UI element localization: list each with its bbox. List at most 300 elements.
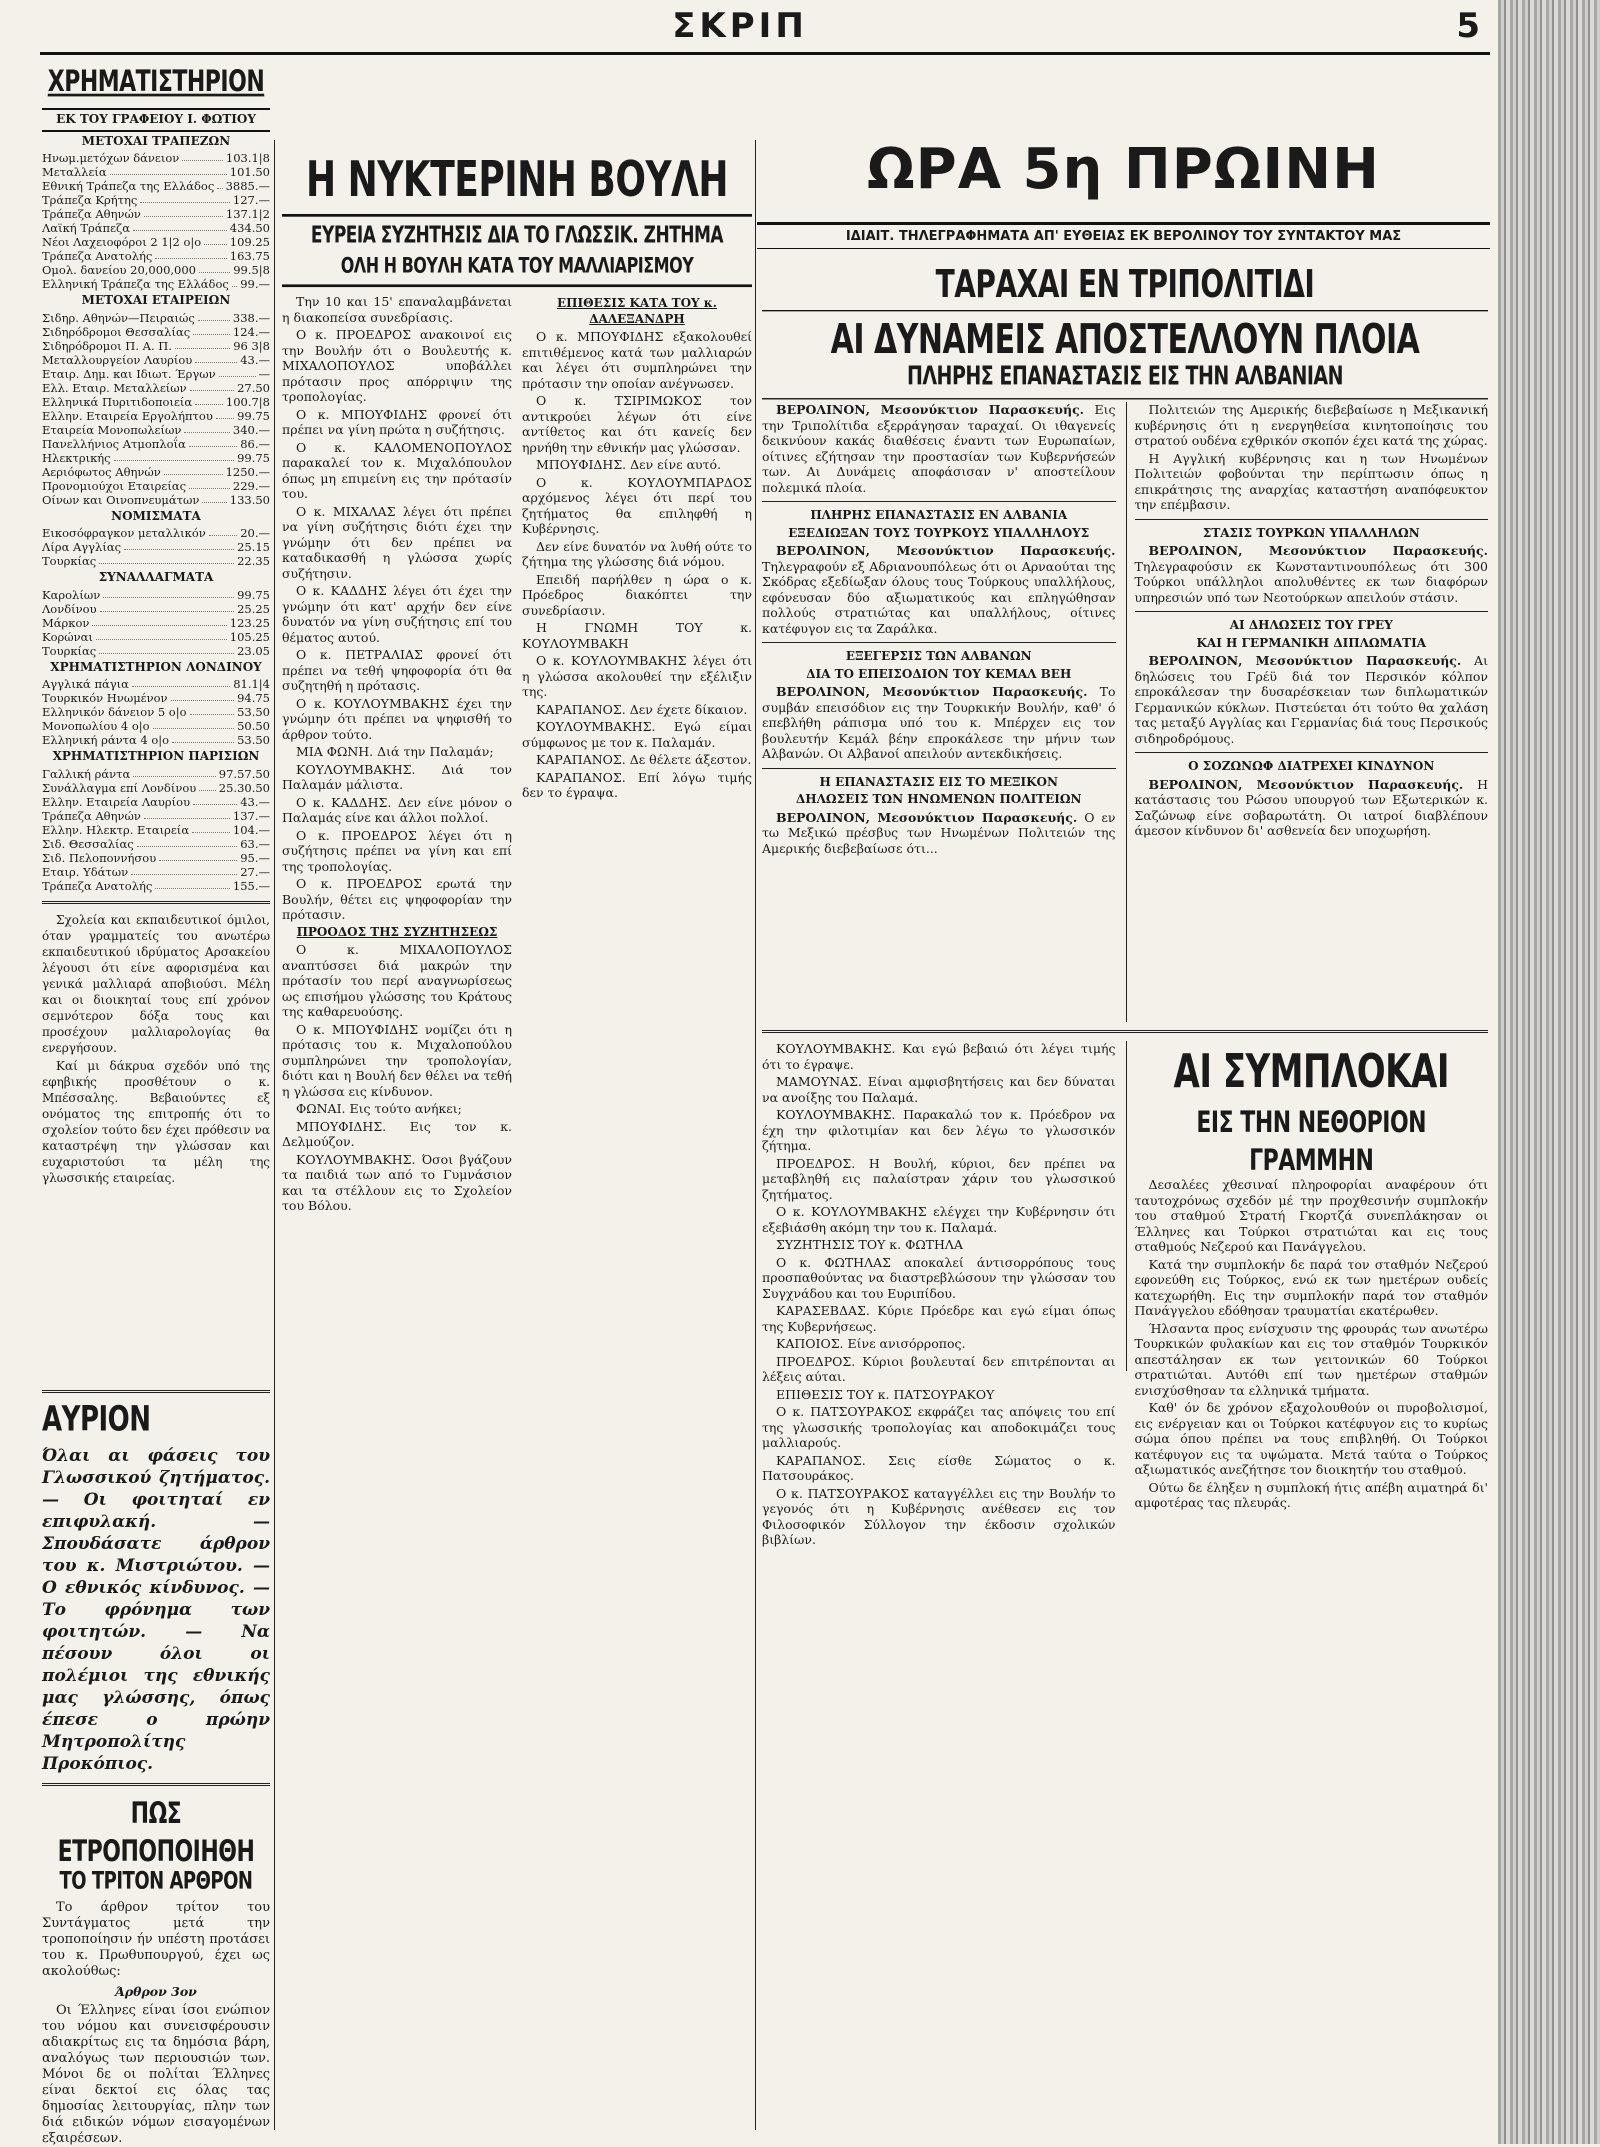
stock-row (42, 554, 270, 568)
stock-row (42, 644, 270, 658)
stock-row (42, 879, 270, 893)
parliament-continued (762, 1041, 1116, 1547)
us-statements-subheading: ΔΗΛΩΣΕΙΣ ΤΩΝ ΗΝΩΜΕΝΩΝ ΠΟΛΙΤΕΙΩΝ (795, 792, 1082, 806)
attack-subheading: ΕΠΙΘΕΣΙΣ ΚΑΤΑ ΤΟΥ κ. ΔΑΛΕΞΑΝΔΡΗ (557, 296, 717, 326)
stock-row (42, 865, 270, 879)
stock-row (42, 179, 270, 193)
stock-row (42, 479, 270, 493)
stock-value: 109.25 (229, 235, 270, 249)
stock-commentary-block: Σχολεία και εκπαιδευτικοί όμιλοι, όταν γραμματείς του ανωτέρω εκπαιδευτικού ιδρύματος Αρσακείου λέγουσι ότι είνε αφορισμένα και γενικά μαλλιαρά αποβιούσι. Μέλη και οι διοικηταί τους επί χρόνον σεμνότερον δόξα τους και προσέχουν μαλλιαρολογίας θα ενεργήσουν. Καί μι δάκρυα σχεδόν υπό της εφηβικής προσθέτουν ο κ. Μπέσσαλης. Βεβαιούντες εξ ονόματος της επιτροπής ότι το σχολείον τούτο δεν έχει πρόθεσιν να καταστρέψη την γλώσσαν και ευχαριστούσι τα μέλη της γλωσσικής εταιρείας. (42, 912, 270, 1185)
stock-value: 81.1|4 (233, 677, 270, 691)
tripoli-heading: ΤΑΡΑΧΑΙ ΕΝ ΤΡΙΠΟΛΙΤΙΔΙ (935, 261, 1315, 307)
paragraph: Ο κ. ΚΑΛΟΜΕΝΟΠΟΥΛΟΣ παρακαλεί τον κ. Μιχαλόπουλον όπως μη επιμείνη εις την πρότασίν του. (282, 439, 512, 501)
leader-dots (92, 616, 226, 626)
stock-value: 338.— (232, 310, 270, 325)
leader-dots (195, 353, 237, 363)
leader-dots (96, 630, 227, 640)
stock-name: Τράπεζα Ανατολής (42, 878, 153, 893)
paragraph: Ούτω δε έληξεν η συμπλοκή ήτις απέβη αιματηρά δι' αμφοτέρας τας πλευράς. (1134, 1479, 1488, 1510)
stock-value: 163.75 (229, 249, 270, 263)
stock-name: Αγγλικά πάγια (42, 677, 129, 691)
stock-row (42, 767, 270, 781)
leader-dots (232, 277, 237, 287)
stock-row (42, 837, 270, 851)
aurion-text: Όλαι αι φάσεις του Γλωσσικού ζητήματος. — Οι φοιτηταί εν επιφυλακή. — Σπουδάσατε άρθρον του κ. Μιστριώτου. — Ο εθνικός κίνδυνος. — Το φρόνημα των φοιτητών. — Να πέσουν όλοι οι πολέμιοι της εθνικής μας γλώσσης, όπως έπεσε ο πρώην Μητροπολίτης Προκόπιος. (42, 1445, 270, 1774)
stock-row (42, 193, 270, 207)
stock-row (42, 235, 270, 249)
stock-name: Ελλην. Εταιρεία Εργολήπτου (42, 408, 213, 423)
leader-dots (189, 437, 237, 447)
stock-value: 25.30.50 (218, 780, 270, 795)
stock-row (42, 381, 270, 395)
paragraph: Ο κ. ΜΙΧΑΛΑΣ λέγει ότι πρέπει να γίνη συζήτησις διότι έχει την γνώμην ότι δεν πρέπει να καταδικασθή η γλώσσα χωρίς συζήτησιν. (282, 503, 512, 581)
dateline: ΒΕΡΟΛΙΝΟΝ, Μεσονύκτιον Παρασκευής. (776, 543, 1116, 558)
stock-name: Ελληνική Τράπεζα της Ελλάδος (42, 277, 229, 291)
telegram-text: Η κατάστασις του Ρώσου υπουργού των Εξωτερικών κ. Σαζώνωφ είνε σοβαρωτάτη. Οι ιατροί διαβλέπουν άμεσον κίνδυνον δι' ασθενεία δεν υποχωρήση. (1134, 776, 1488, 838)
paragraph: Ο κ. ΠΑΤΣΟΥΡΑΚΟΣ καταγγέλλει εις την Βουλήν το γεγονός ότι η Κυβέρνησις ανέθεσεν εις τον Φιλοσοφικόν Σύλλογον την έκδοσιν σχολικών βιβλίων. (762, 1485, 1116, 1547)
stock-section-heading: ΜΕΤΟΧΑΙ ΤΡΑΠΕΖΩΝ (81, 133, 231, 148)
stock-name: Σιδ. Πελοποννήσου (42, 850, 157, 865)
telegram-text: Εις την Τριπολίτιδα εξερράγησαν ταραχαί. Οι ιθαγενείς δεικνύουν κακάς διαθέσεις έναντι των Ευρωπαίων, οίτινες εζήτησαν την προστασίαν των Κυβερνήσεών των. Αι Δυνάμεις αποφάσισαν ν' αποστείλουν πολεμικά πλοία. (762, 402, 1116, 495)
divider (762, 642, 1116, 643)
paragraph: ΚΑΠΟΙΟΣ. Είνε ανισόρροπος. (776, 1336, 966, 1351)
paragraph: Καθ' όν δε χρόνον εξαχολουθούν οι πυροβολισμοί, εις ενέργειαν και οι Τούρκοι κατέφυγον εις το κυρίως σώμα όπου πρέπει να τους επιβληθή. Οι Τούρκοι κατέφυγον εις τα υψώματα. Μετά ταύτα ο Τούρκος αξιωματικός ανεζήτησε τον διοικητήν του σταθμού. (1134, 1400, 1488, 1477)
mexico-subheading: Η ΕΠΑΝΑΣΤΑΣΙΣ ΕΙΣ ΤΟ ΜΕΞΙΚΟΝ (819, 774, 1058, 789)
sazonov-subheading: Ο ΣΟΖΩΝΩΦ ΔΙΑΤΡΕΧΕΙ ΚΙΝΔΥΝΟΝ (1188, 759, 1435, 773)
leader-dots (99, 644, 234, 654)
paragraph: Ο κ. ΚΑΔΔΗΣ. Δεν είνε μόνον ο Παλαμάς είνε και άλλοι πολλοί. (282, 794, 512, 825)
stock-value: 133.50 (229, 492, 270, 507)
paragraph: Κατά την συμπλοκήν δε παρά τον σταθμόν Νεζερού εφονεύθη εις Τούρκος, ενώ εκ των ημετέρων ουδείς κατεχωρήθη. Εις την συμπλοκήν παρά τον σταθμόν Πανάγγελου εδόθησαν τραυματίαι εκατέρωθεν. (1134, 1256, 1488, 1318)
grey-subheading: ΑΙ ΔΗΛΩΣΕΙΣ ΤΟΥ ΓΡΕΥ (1229, 618, 1393, 632)
stock-row (42, 677, 270, 691)
paragraph: ΦΩΝΑΙ. Εις τούτο ανήκει; (296, 1101, 462, 1116)
paragraph: ΚΟΥΛΟΥΜΒΑΚΗΣ. Και εγώ βεβαιώ ότι λέγει τιμής ότι το έγραψε. (762, 1041, 1116, 1072)
stock-row (42, 249, 270, 263)
newspaper-title: ΣΚΡΙΠ (672, 6, 808, 46)
stock-value: 155.— (232, 878, 270, 893)
leader-dots (192, 823, 230, 833)
parliament-text-right-body (522, 329, 752, 801)
stock-value: 22.35 (237, 554, 270, 568)
stock-name: Προνομιούχοι Εταιρείας (42, 478, 187, 493)
dateline: ΒΕΡΟΛΙΝΟΝ, Μεσονύκτιον Παρασκευής. (776, 402, 1085, 417)
leader-dots (159, 851, 237, 861)
stock-row (42, 602, 270, 616)
paragraph: Η ΓΝΩΜΗ ΤΟΥ κ. ΚΟΥΛΟΥΜΒΑΚΗ (522, 620, 752, 651)
leader-dots (199, 263, 230, 273)
stock-row (42, 588, 270, 602)
leader-dots (133, 767, 216, 777)
paragraph: ΜΙΑ ΦΩΝΗ. Διά την Παλαμάν; (296, 744, 494, 759)
stock-name: Συνάλλαγμα επί Λονδίνου (42, 780, 197, 795)
stock-value: 105.25 (229, 629, 270, 644)
stock-name: Σιδηρόδρομοι Θεσσαλίας (42, 324, 191, 339)
stock-value: 50.50 (237, 719, 270, 733)
stock-row (42, 207, 270, 221)
leader-dots (217, 179, 222, 189)
stock-value: 101.50 (229, 165, 270, 179)
stock-row (42, 165, 270, 179)
stock-value: 137.— (232, 808, 270, 823)
stock-value: 229.— (232, 478, 270, 493)
parliament-text-right (522, 294, 752, 1216)
stock-name: Μεταλλεία (42, 165, 107, 179)
stock-row (42, 151, 270, 165)
stock-section-heading: ΧΡΗΜΑΤΙΣΤΗΡΙΟΝ ΛΟΝΔΙΝΟΥ (50, 659, 262, 674)
stock-value: 340.— (232, 422, 270, 437)
stock-row (42, 719, 270, 733)
stock-value: 27.50 (237, 380, 270, 395)
dateline: ΒΕΡΟΛΙΝΟΝ, Μεσονύκτιον Παρασκευής. (1148, 543, 1488, 558)
stock-row (42, 263, 270, 277)
stock-name: Τουρκίας (42, 643, 97, 658)
stock-value: 43.— (240, 794, 270, 809)
stock-value: 27.— (240, 864, 270, 879)
stock-name: Σιδηρόδρομοι Π. Α. Π. (42, 338, 172, 353)
stock-name: Τράπεζα Αθηνών (42, 808, 141, 823)
stock-value: 86.— (240, 436, 270, 451)
stock-name: Τουρκίας (42, 554, 97, 568)
paragraph: ΚΑΡΑΠΑΝΟΣ. Επί λόγω τιμής δεν το έγραψα. (522, 769, 752, 800)
paragraph: Ο κ. ΚΟΥΛΟΥΜΒΑΚΗΣ έχει την γνώμην ότι πρέπει να ψηφισθή το άρθρον τούτο. (282, 695, 512, 742)
stock-row (42, 851, 270, 865)
stock-row (42, 311, 270, 325)
stock-value: 99.75 (237, 408, 270, 423)
paragraph: Ήλσαντα προς ενίσχυσιν της φρουράς των ανωτέρω Τουρκικών φυλακίων και εις τον σταθμόν Τουρκικόν απεστάλησαν εκ των γειτονικών 60 Τούρκοι στρατιώται. Αυτόθι επί των ημετέρων σταθμών ενισχύσθησαν τα ελληνικά τμήματα. (1134, 1320, 1488, 1398)
banner-headline: ΩΡΑ 5η ΠΡΩΙΝΗ (867, 137, 1380, 202)
stock-row (42, 493, 270, 507)
divider (42, 901, 270, 904)
telegrams-left (762, 402, 1116, 1022)
paragraph: ΜΠΟΥΦΙΔΗΣ. Εις τον κ. Δελμούζον. (282, 1118, 512, 1149)
leader-dots (99, 554, 234, 564)
stock-name: Ελληνικά Πυριτιδοποιεία (42, 394, 193, 409)
paragraph: ΚΑΡΑΠΑΝΟΣ. Σεις είσθε Σώματος ο κ. Πατσουράκος. (762, 1452, 1116, 1483)
stock-value: 99.— (240, 277, 270, 291)
paragraph: ΕΠΙΘΕΣΙΣ ΤΟΥ κ. ΠΑΤΣΟΥΡΑΚΟΥ (776, 1386, 995, 1402)
leader-dots (198, 311, 230, 321)
paragraph: ΚΟΥΛΟΥΜΒΑΚΗΣ. Διά τον Παλαμάν μάλιστα. (282, 761, 512, 792)
stock-row (42, 809, 270, 823)
leader-dots (190, 381, 234, 391)
leader-dots (202, 493, 226, 503)
paragraph: Ο κ. ΚΟΥΛΟΥΜΠΑΡΔΟΣ αρχόμενος λέγει ότι περί του ζητήματος θα επιληφθή η Κυβέρνησις. (522, 474, 752, 536)
article-lead: Το άρθρον τρίτον του Συντάγματος μετά την τροποποίησιν ήν υπέστη προτάσει του κ. Πρωθυπουργού, έχει ως ακολούθως: (42, 1899, 270, 1979)
stock-section-heading: ΜΕΤΟΧΑΙ ΕΤΑΙΡΕΙΩΝ (81, 293, 231, 307)
turkish-officials-subheading: ΕΞΕΔΙΩΞΑΝ ΤΟΥΣ ΤΟΥΡΚΟΥΣ ΥΠΑΛΛΗΛΟΥΣ (788, 525, 1090, 540)
telegrams-right (1126, 402, 1489, 1022)
stock-exchange-column (42, 60, 270, 2146)
stock-value: 434.50 (229, 221, 270, 235)
stock-value: 137.1|2 (225, 207, 270, 221)
stock-value: 20.— (240, 526, 270, 540)
stock-section-heading: ΧΡΗΜΑΤΙΣΤΗΡΙΟΝ ΠΑΡΙΣΙΩΝ (52, 749, 260, 763)
leader-dots (175, 339, 230, 349)
stock-row (42, 325, 270, 339)
telegrams-column (762, 262, 1488, 2132)
leader-dots (216, 409, 234, 419)
paragraph: ΜΠΟΥΦΙΔΗΣ. Δεν είνε αυτό. (536, 457, 722, 472)
stock-name: Λονδίνου (42, 601, 97, 616)
stock-name: Ηλεκτρικής (42, 450, 111, 465)
paragraph: Ο κ. ΜΠΟΥΦΙΔΗΣ νομίζει ότι η πρότασις του κ. Μιχαλοπούλου συμπληρώνει την τροπολογίαν, διότι και η Βουλή δεν θέλει να τεθή η γλώσσα εις κίνδυνον. (282, 1021, 512, 1099)
paragraph: Ο κ. ΚΟΥΛΟΥΜΒΑΚΗΣ ελέγχει την Κυβέρνησιν ότι εξεβιάσθη ακόμη την του κ. Παλαμά. (762, 1204, 1116, 1235)
stock-name: Εταιρ. Υδάτων (42, 864, 129, 879)
section-subheading: ΠΡΟΟΔΟΣ ΤΗΣ ΣΥΖΗΤΗΣΕΩΣ (296, 924, 498, 939)
stock-value: 99.75 (237, 450, 270, 465)
stock-name: Λαϊκή Τράπεζα (42, 221, 131, 235)
leader-dots (103, 588, 234, 598)
divider (1135, 519, 1489, 520)
parliament-heading: Η ΝΥΚΤΕΡΙΝΗ ΒΟΥΛΗ (305, 152, 729, 208)
stock-name: Ελλην. Εταιρεία Λαυρίου (42, 794, 191, 809)
paragraph: ΚΟΥΛΟΥΜΒΑΚΗΣ. Όσοι βγάζουν τα παιδιά των από το Γυμνάσιον και τα στέλλουν εις το Σχολείον του Βόλου. (282, 1151, 512, 1213)
stock-name: Ελληνική ράντα 4 ο|ο (42, 733, 170, 747)
stock-name: Μεταλλουργείον Λαυρίου (42, 352, 193, 367)
stock-name: Καρολίων (42, 587, 101, 602)
telegrams-two-columns (762, 402, 1488, 1022)
leader-dots (155, 879, 230, 889)
article-heading-1: ΠΩΣ ΕΤΡΟΠΟΠΟΙΗΘΗ (57, 1796, 255, 1869)
leader-dots (184, 423, 230, 433)
leader-dots (140, 193, 230, 203)
leader-dots (164, 465, 223, 475)
leader-dots (172, 733, 234, 743)
border-line-heading: ΕΙΣ ΤΗΝ ΝΕΘΟΡΙΟΝ ΓΡΑΜΜΗΝ (1196, 1106, 1427, 1178)
albania-heading: ΠΛΗΡΗΣ ΕΠΑΝΑΣΤΑΣΙΣ ΕΙΣ ΤΗΝ ΑΛΒΑΝΙΑΝ (762, 363, 1488, 399)
masthead (40, 6, 1490, 55)
parliament-column (282, 150, 752, 2135)
leader-dots (171, 691, 235, 701)
leader-dots (153, 719, 234, 729)
albania-revolt-subheading: ΠΛΗΡΗΣ ΕΠΑΝΑΣΤΑΣΙΣ ΕΝ ΑΛΒΑΝΙΑ (810, 508, 1068, 522)
stock-row (42, 630, 270, 644)
page-number: 5 (1456, 6, 1480, 46)
stock-sections (42, 134, 270, 893)
stock-value: 103.1|8 (225, 151, 270, 165)
stock-value: 124.— (232, 324, 270, 339)
stock-value: 127.— (232, 193, 270, 207)
stock-name: Γαλλική ράντα (42, 766, 131, 781)
stock-row (42, 423, 270, 437)
parliament-text-columns (282, 294, 752, 1216)
dateline: ΒΕΡΟΛΙΝΟΝ, Μεσονύκτιον Παρασκευής. (1148, 776, 1464, 792)
stock-name: Σιδηρ. Αθηνών—Πειραιώς (42, 310, 195, 325)
stock-exchange-subtitle: ΕΚ ΤΟΥ ΓΡΑΦΕΙΟΥ Ι. ΦΩΤΙΟΥ (42, 108, 270, 132)
divider (1135, 752, 1489, 753)
stock-name: Αεριόφωτος Αθηνών (42, 464, 161, 479)
stock-value: 23.05 (237, 643, 270, 658)
kemal-incident-subheading: ΔΙΑ ΤΟ ΕΠΕΙΣΟΔΙΟΝ ΤΟΥ ΚΕΜΑΛ ΒΕΗ (806, 666, 1072, 681)
paragraph: ΠΡΟΕΔΡΟΣ. Η Βουλή, κύριοι, δεν πρέπει να μεταβληθή εις παλαίστραν χάριν του γλωσσικού ζητήματος. (762, 1155, 1116, 1202)
paragraph: Ο κ. ΠΡΟΕΔΡΟΣ λέγει ότι η συζήτησις πρέπει να γίνη και επί της τροπολογίας. (282, 827, 512, 874)
paragraph: Ο κ. ΚΟΥΛΟΥΜΒΑΚΗΣ λέγει ότι η γλώσσα ακολουθεί την εξέλιξιν της. (522, 653, 752, 699)
stock-row (42, 367, 270, 381)
stock-value: 99.75 (237, 587, 270, 602)
skirmishes-heading: ΑΙ ΣΥΜΠΛΟΚΑΙ (1173, 1045, 1449, 1099)
article-heading-2: ΤΟ ΤΡΙΤΟΝ ΑΡΘΡΟΝ (59, 1866, 253, 1895)
stock-value: 1250.— (225, 464, 270, 479)
paragraph: ΚΟΥΛΟΥΜΒΑΚΗΣ. Παρακαλώ τον κ. Πρόεδρον να έχη την φιλοτιμίαν και δεν λέγω το γλωσσικόν ζήτημα. (762, 1107, 1116, 1153)
scan-edge-shadow (1498, 0, 1600, 2144)
leader-dots (193, 325, 230, 335)
stock-value: 97.57.50 (218, 766, 270, 781)
leader-dots (131, 865, 237, 875)
paragraph: ΜΑΜΟΥΝΑΣ. Είναι αμφισβητήσεις και δεν δύναται να ανοίξης του Παλαμά. (762, 1074, 1116, 1105)
skirmishes-text (1135, 1177, 1489, 1511)
leader-dots (144, 207, 223, 217)
leader-dots (204, 235, 227, 245)
stock-value: 63.— (240, 836, 270, 851)
skirmishes-block (1126, 1041, 1489, 1510)
paragraph: Δεσαλέες χθεσιναί πληροφορίαι αναφέρουν ότι ταυτοχρόνως σχεδόν μέ την προχθεσινήν συμπλοκήν του σταθμού Στρατή Γκορτζά συνεπλάκησαν οι Έλληνες και Τούρκοι στρατιώται και εις τους σταθμούς Νεζερού και Πανάγγελου. (1134, 1177, 1488, 1254)
telegram-text: Η Αγγλική κυβέρνησις και η των Ηνωμένων Πολιτειών φοβούνται την περίπτωσιν όπως η επικράτησις της αναρχίας καταστήση αναπόφευκτον την επέμβασιν. (1134, 450, 1488, 512)
leader-dots (132, 677, 230, 687)
stock-name: Εικοσόφραγκον μεταλλικόν (42, 526, 206, 540)
stock-name: Εταιρεία Μονοπωλείων (42, 422, 182, 437)
stock-section-heading: ΝΟΜΙΣΜΑΤΑ (111, 508, 201, 523)
column-rule (274, 140, 275, 2130)
telegram-text: Το συμβάν επεισόδιον εις την Τουρκικήν Βουλήν, καθ' ό επεβλήθη ράπισμα υπό του κ. Μπέρχεν εις τον βουλευτήν Κεμάλ βέην επροκάλεσε την μήνιν των Αλβανών. Οι Αλβανοί απειλούν αντεκδικήσεις. (762, 684, 1116, 761)
stock-row (42, 795, 270, 809)
stock-row (42, 526, 270, 540)
paragraph: Ο κ. ΜΙΧΑΛΟΠΟΥΛΟΣ αναπτύσσει διά μακρών την πρότασίν του περί αναγνωρίσεως ως επισήμου γλώσσης του Κράτους της καθαρευούσης. (282, 942, 512, 1019)
stock-value: 99.5|8 (233, 263, 270, 277)
paragraph: Ο κ. ΚΑΔΔΗΣ λέγει ότι έχει την γνώμην ότι κατ' αρχήν δεν είνε δυνατόν να γίνη συζήτησις επί του θέματος αυτού. (282, 583, 512, 645)
stock-row (42, 395, 270, 409)
paragraph: ΚΑΡΑΠΑΝΟΣ. Δεν έχετε δίκαιον. (536, 701, 748, 717)
stock-row (42, 409, 270, 423)
stock-name: Ομολ. δανείου 20,000,000 (42, 263, 196, 277)
stock-value: 123.25 (229, 615, 270, 630)
stock-value: 100.7|8 (225, 394, 270, 409)
dateline: ΒΕΡΟΛΙΝΟΝ, Μεσονύκτιον Παρασκευής. (1148, 653, 1462, 668)
leader-dots (219, 367, 256, 377)
stock-row (42, 221, 270, 235)
lower-section (762, 1041, 1488, 1547)
leader-dots (182, 151, 223, 161)
leader-dots (155, 249, 226, 259)
leader-dots (199, 781, 216, 791)
paragraph: Ο κ. ΠΑΤΣΟΥΡΑΚΟΣ εκφράζει τας απόψεις του επί της γλωσσικής τροπολογίας και αποδοκιμάζει τους μαλλιαρούς. (762, 1404, 1116, 1450)
stock-value: 95.— (240, 850, 270, 865)
stock-name: Τουρκικόν Ηνωμένον (42, 691, 168, 705)
stock-row (42, 691, 270, 705)
stock-name: Τράπεζα Αθηνών (42, 207, 141, 221)
leader-dots (133, 221, 227, 231)
telegram-text: Ο εν τω Μεξικώ πρέσβυς των Ηνωμένων Πολιτειών της Αμερικής διεβεβαίωσε ότι... (762, 809, 1116, 856)
stock-section-heading: ΣΥΝΑΛΛΑΓΜΑΤΑ (98, 570, 214, 584)
paragraph: ΚΑΡΑΠΑΝΟΣ. Δε θέλετε άξεστον. (536, 752, 752, 767)
paragraph: Δεν είνε δυνατόν να λυθή ούτε το ζήτημα της γλώσσης διά νόμου. (522, 538, 752, 569)
stock-row (42, 353, 270, 367)
telegram-text: Αι δηλώσεις του Γρέϋ διά τον Περσικόν κόλπον επροκάλεσαν την δυσαρέσκειαν των διπλωματικών Γερμανικών κύκλων. Πιστεύεται ότι τούτο θα χαλάση τας μεταξύ Αγγλίας και Γερμανίας διά τους Περσικούς σιδηροδρόμους. (1134, 653, 1488, 746)
paragraph: Ο κ. ΠΡΟΕΔΡΟΣ ερωτά την Βουλήν, θέτει εις ψηφοφορίαν την πρότασιν. (282, 876, 512, 922)
stock-name: Εθνική Τράπεζα της Ελλάδος (42, 179, 215, 193)
stock-value: 53.50 (237, 733, 270, 747)
paragraph: Ο κ. ΜΠΟΥΦΙΔΗΣ εξακολουθεί επιτιθέμενος κατά των μαλλιαρών και λέγει ότι συμπληρώνει την πρότασιν την οποίαν ανέγνωσεν. (522, 329, 752, 391)
stock-row (42, 733, 270, 747)
powers-heading: ΑΙ ΔΥΝΑΜΕΙΣ ΑΠΟΣΤΕΛΛΟΥΝ ΠΛΟΙΑ (762, 310, 1488, 360)
parliament-subheading: ΕΥΡΕΙΑ ΣΥΖΗΤΗΣΙΣ ΔΙΑ ΤΟ ΓΛΩΣΣΙΚ. ΖΗΤΗΜΑ (282, 214, 752, 249)
stock-row (42, 781, 270, 795)
divider (762, 768, 1116, 769)
dateline: ΒΕΡΟΛΙΝΟΝ, Μεσονύκτιον Παρασκευής. (776, 684, 1088, 699)
leader-dots (189, 479, 230, 489)
divider (42, 1390, 270, 1393)
stock-row (42, 339, 270, 353)
leader-dots (209, 526, 237, 536)
strike-subheading: ΣΤΑΣΙΣ ΤΟΥΡΚΩΝ ΥΠΑΛΛΗΛΩΝ (1202, 525, 1420, 540)
stock-exchange-title: ΧΡΗΜΑΤΙΣΤΗΡΙΟΝ (47, 65, 265, 100)
parliament-text-left (282, 294, 512, 1216)
article-subheading: Άρθρον 3ον (115, 1983, 197, 1999)
leader-dots (193, 795, 237, 805)
stock-row (42, 277, 270, 291)
paragraph: Ο κ. ΠΡΟΕΔΡΟΣ ανακοινοί εις την Βουλήν ότι ο Βουλευτής κ. ΜΙΧΑΛΟΠΟΥΛΟΣ υποβάλλει πρότασιν προς απόρριψιν της τροπολογίας. (282, 327, 512, 404)
stock-value: 96 3|8 (233, 338, 270, 353)
stock-name: Ηνωμ.μετόχων δάνειον (42, 151, 180, 165)
stock-name: Ελλ. Εταιρ. Μεταλλείων (42, 380, 187, 395)
stock-name: Ελληνικόν δάνειον 5 ο|ο (42, 705, 187, 719)
stock-name: Κορώναι (42, 629, 93, 644)
leader-dots (114, 451, 234, 461)
paragraph: Ο κ. ΤΣΙΡΙΜΩΚΟΣ τον αντικρούει λέγων ότι είνε αντίθετος και ότι κανείς δεν ηρνήθη την εθνικήν μας γλώσσαν. (522, 393, 752, 455)
stock-value: 53.50 (237, 705, 270, 719)
divider (762, 501, 1116, 502)
dateline: ΒΕΡΟΛΙΝΟΝ, Μεσονύκτιον Παρασκευής. (776, 809, 1078, 825)
paragraph: Επειδή παρήλθεν η ώρα ο κ. Πρόεδρος διακόπτει την συνεδρίασιν. (522, 571, 752, 618)
parliament-subheading-2: ΟΛΗ Η ΒΟΥΛΗ ΚΑΤΑ ΤΟΥ ΜΑΛΛΙΑΡΙΣΜΟΥ (282, 252, 752, 287)
stock-name: Πανελλήνιος Ατμοπλοΐα (42, 436, 186, 451)
stock-row (42, 437, 270, 451)
banner-subheading: ΙΔΙΑΙΤ. ΤΗΛΕΓΡΑΦΗΜΑΤΑ ΑΠ' ΕΥΘΕΙΑΣ ΕΚ ΒΕΡΟΛΙΝΟΥ ΤΟΥ ΣΥΝΤΑΚΤΟΥ ΜΑΣ (757, 222, 1490, 249)
stock-value: 25.25 (237, 601, 270, 616)
paragraph: ΠΡΟΕΔΡΟΣ. Κύριοι βουλευταί δεν επιτρέπονται αι λέξεις αύται. (762, 1353, 1116, 1384)
leader-dots (100, 602, 235, 612)
leader-dots (144, 809, 230, 819)
leader-dots (124, 540, 234, 550)
leader-dots (190, 705, 235, 715)
leader-dots (195, 395, 223, 405)
divider (762, 1030, 1488, 1033)
stock-name: Μάρκον (42, 615, 90, 630)
stock-name: Τράπεζα Κρήτης (42, 193, 138, 207)
paragraph: ΚΟΥΛΟΥΜΒΑΚΗΣ. Εγώ είμαι σύμφωνος με τον κ. Παλαμάν. (522, 719, 752, 750)
paragraph: ΚΑΡΑΣΕΒΔΑΣ. Κύριε Πρόεδρε και εγώ είμαι όπως της Κυβερνήσεως. (762, 1303, 1116, 1334)
telegram-text: Τηλεγραφούν εξ Αδριανουπόλεως ότι οι Αρναούται της Σκόδρας εξεδίωξαν όλους τους Τούρκους υπαλλήλους, εφόνευσαν δύο αξιωματικούς και επληγώθησαν πολλούς στρατιώτας και υπαλλήλους, οίτινες κατέφυγον εις τα Ζαράλκα. (762, 558, 1116, 636)
divider (42, 1783, 270, 1786)
albanian-uprising-subheading: ΕΞΕΓΕΡΣΙΣ ΤΩΝ ΑΛΒΑΝΩΝ (845, 649, 1032, 663)
paragraph: Ο κ. ΠΕΤΡΑΛΙΑΣ φρονεί ότι πρέπει να τεθή ψηφοφορία ότι θα συζητηθή η πρότασις. (282, 647, 512, 693)
stock-row (42, 705, 270, 719)
divider (1135, 611, 1489, 612)
stock-value: — (258, 366, 270, 381)
stock-value: 25.15 (237, 540, 270, 554)
stock-value: 94.75 (237, 691, 270, 705)
paragraph: ΣΥΖΗΤΗΣΙΣ ΤΟΥ κ. ΦΩΤΗΛΑ (776, 1237, 963, 1252)
stock-row (42, 823, 270, 837)
column-rule (755, 140, 756, 2130)
stock-value: 104.— (232, 822, 270, 837)
stock-name: Μονοπωλίου 4 ο|ο (42, 719, 150, 733)
stock-name: Εταιρ. Δημ. και Ιδιωτ. Έργων (42, 366, 216, 381)
telegram-text: Τηλεγραφούσιν εκ Κωνσταντινουπόλεως ότι 300 Τούρκοι υπάλληλοι απολυθέντες εκ των διαφόρων υπηρεσιών υπό των Νεοτούρκων απειλούν στάσιν. (1134, 558, 1488, 605)
stock-name: Τράπεζα Ανατολής (42, 249, 153, 263)
stock-row (42, 616, 270, 630)
paragraph: Ο κ. ΜΠΟΥΦΙΔΗΣ φρονεί ότι πρέπει να γίνη πρώτα η συζήτησις. (282, 406, 512, 437)
